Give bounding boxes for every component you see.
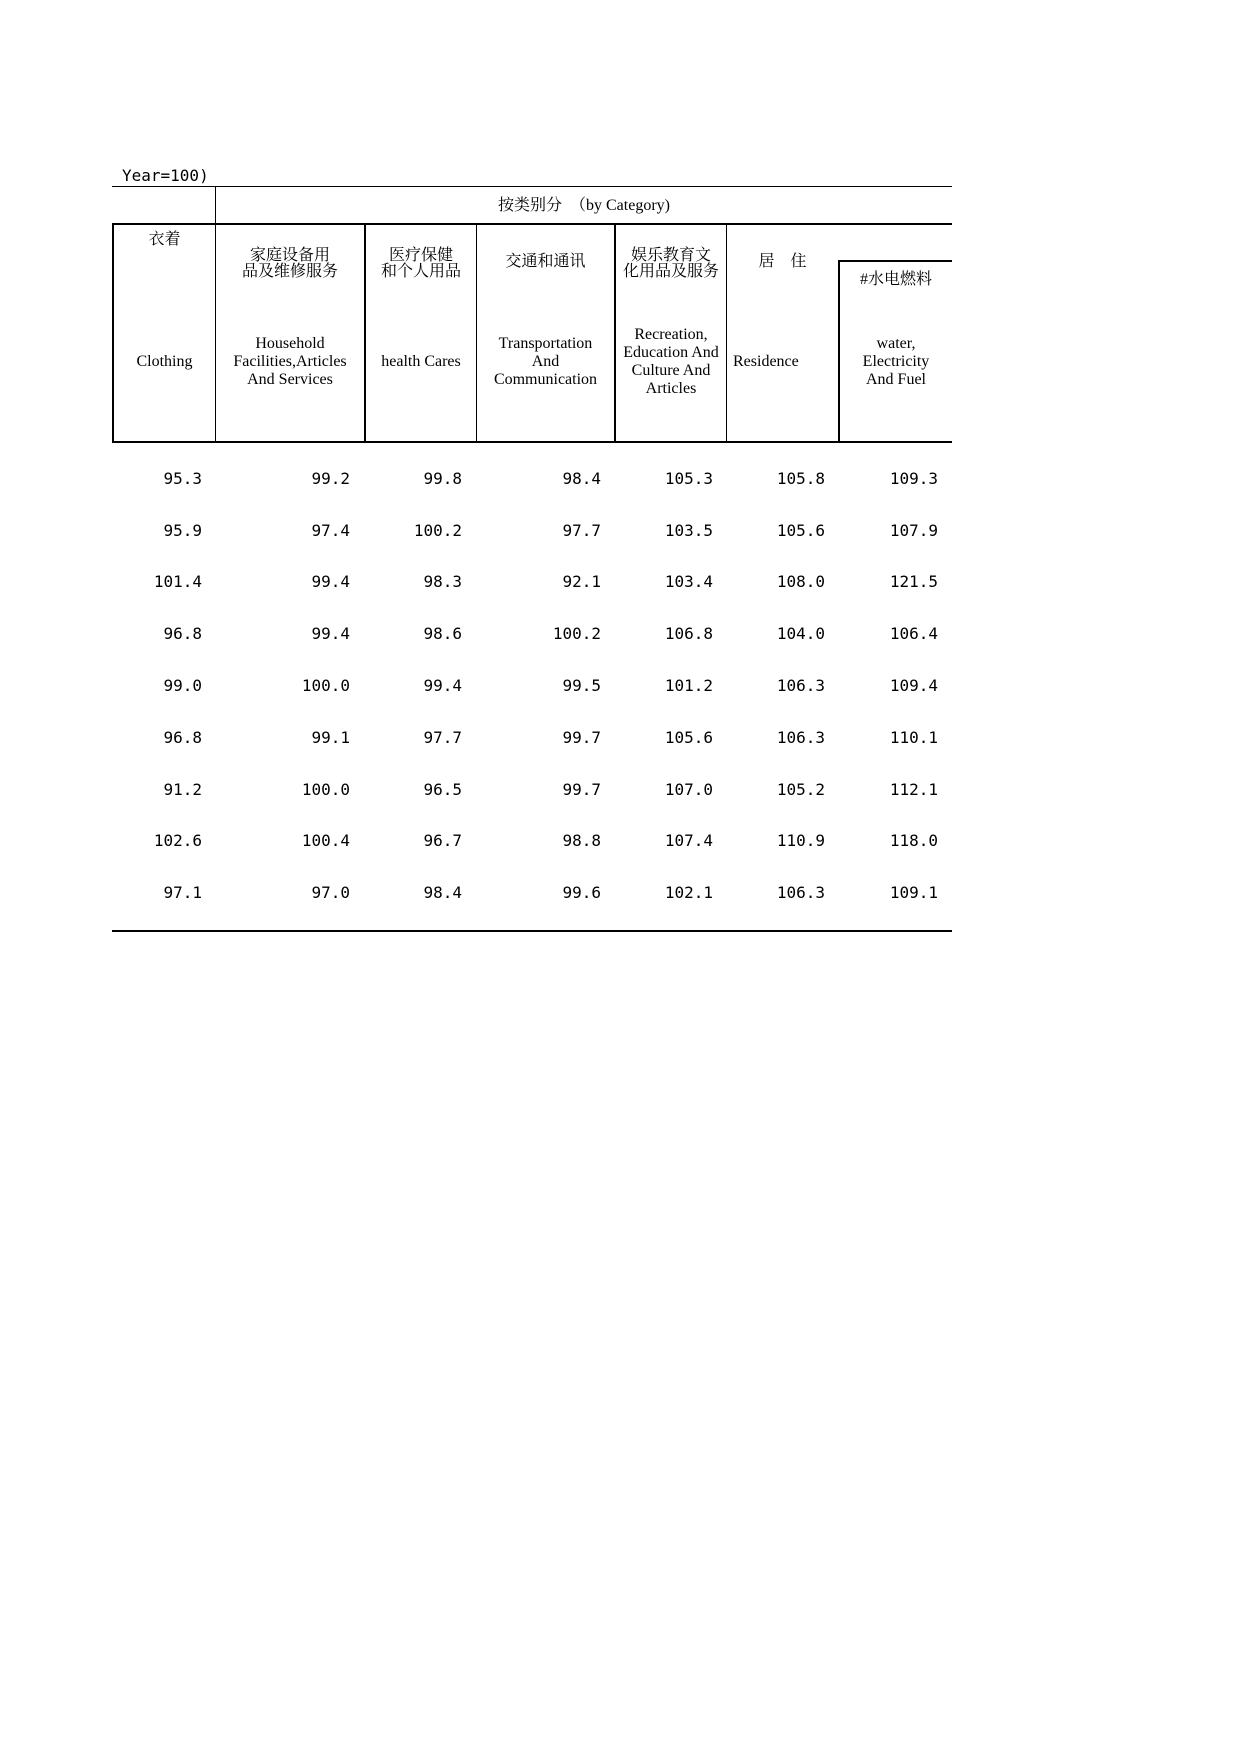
table-cell: 107.0 <box>664 780 713 799</box>
column-header-en: health Cares <box>381 353 461 370</box>
category-header: 按类别分 （by Category) <box>498 197 670 214</box>
table-cell: 100.4 <box>301 831 350 850</box>
column-header-water <box>840 224 952 442</box>
table-top-rule <box>112 186 952 187</box>
table-row <box>0 675 1240 697</box>
table-cell: 105.8 <box>776 469 825 488</box>
column-header-transportation <box>477 224 614 442</box>
table-cell: 96.7 <box>423 831 462 850</box>
table-cell: 100.0 <box>301 780 350 799</box>
table-cell: 106.4 <box>889 624 938 643</box>
column-header-clothing <box>114 224 215 442</box>
table-cell: 99.6 <box>562 883 601 902</box>
table-cell: 99.7 <box>562 728 601 747</box>
column-header-zh: #水电燃料 <box>859 271 932 288</box>
column-header-en: Transportation And Communication <box>493 335 598 388</box>
table-cell: 98.4 <box>562 469 601 488</box>
table-cell: 97.0 <box>311 883 350 902</box>
column-header-en: Residence <box>733 353 799 370</box>
table-cell: 96.8 <box>163 728 202 747</box>
table-row <box>0 468 1240 490</box>
column-header-zh: 娱乐教育文 化用品及服务 <box>622 247 719 280</box>
table-cell: 105.2 <box>776 780 825 799</box>
table-cell: 105.6 <box>664 728 713 747</box>
table-cell: 106.3 <box>776 728 825 747</box>
table-cell: 99.4 <box>311 572 350 591</box>
column-header-health <box>366 224 476 442</box>
column-header-zh: 交通和通讯 <box>505 253 586 270</box>
table-cell: 99.2 <box>311 469 350 488</box>
table-cell: 118.0 <box>889 831 938 850</box>
table-cell: 112.1 <box>889 780 938 799</box>
column-header-en: Clothing <box>136 353 193 370</box>
table-cell: 97.4 <box>311 521 350 540</box>
table-cell: 102.6 <box>153 831 202 850</box>
table-row <box>0 882 1240 904</box>
table-cell: 106.8 <box>664 624 713 643</box>
table-cell: 97.7 <box>562 521 601 540</box>
table-row <box>0 623 1240 645</box>
table-row <box>0 571 1240 593</box>
table-cell: 97.7 <box>423 728 462 747</box>
table-cell: 98.8 <box>562 831 601 850</box>
table-cell: 109.3 <box>889 469 938 488</box>
table-bottom-rule <box>112 930 952 932</box>
table-cell: 108.0 <box>776 572 825 591</box>
column-header-en: Recreation, Education And Culture And Articles <box>623 326 719 397</box>
table-cell: 101.4 <box>153 572 202 591</box>
table-cell: 98.4 <box>423 883 462 902</box>
table-cell: 100.2 <box>413 521 462 540</box>
table-subtitle: Year=100) <box>122 166 209 185</box>
table-cell: 98.6 <box>423 624 462 643</box>
table-cell: 105.6 <box>776 521 825 540</box>
column-header-recreation <box>616 224 726 442</box>
table-cell: 107.4 <box>664 831 713 850</box>
table-cell: 104.0 <box>776 624 825 643</box>
table-cell: 91.2 <box>163 780 202 799</box>
table-cell: 110.1 <box>889 728 938 747</box>
table-cell: 121.5 <box>889 572 938 591</box>
table-cell: 99.4 <box>423 676 462 695</box>
table-cell: 110.9 <box>776 831 825 850</box>
table-cell: 109.1 <box>889 883 938 902</box>
table-cell: 96.8 <box>163 624 202 643</box>
table-cell: 92.1 <box>562 572 601 591</box>
column-header-residence <box>727 224 838 442</box>
table-row <box>0 830 1240 852</box>
column-header-zh: 居 住 <box>758 253 807 270</box>
table-cell: 95.3 <box>163 469 202 488</box>
column-header-zh: 家庭设备用 品及维修服务 <box>241 247 338 280</box>
table-cell: 103.5 <box>664 521 713 540</box>
table-cell: 99.8 <box>423 469 462 488</box>
table-cell: 98.3 <box>423 572 462 591</box>
column-header-household <box>216 224 364 442</box>
table-cell: 100.0 <box>301 676 350 695</box>
table-row <box>0 779 1240 801</box>
table-row <box>0 727 1240 749</box>
table-cell: 96.5 <box>423 780 462 799</box>
table-cell: 99.5 <box>562 676 601 695</box>
table-cell: 103.4 <box>664 572 713 591</box>
table-cell: 99.7 <box>562 780 601 799</box>
column-header-zh: 医疗保健 和个人用品 <box>380 247 461 280</box>
column-header-zh: 衣着 <box>148 231 181 248</box>
table-cell: 101.2 <box>664 676 713 695</box>
table-cell: 107.9 <box>889 521 938 540</box>
table-cell: 105.3 <box>664 469 713 488</box>
table-cell: 100.2 <box>552 624 601 643</box>
table-row <box>0 520 1240 542</box>
table-cell: 106.3 <box>776 883 825 902</box>
table-cell: 97.1 <box>163 883 202 902</box>
table-cell: 106.3 <box>776 676 825 695</box>
table-cell: 99.0 <box>163 676 202 695</box>
table-cell: 102.1 <box>664 883 713 902</box>
column-header-en: water, Electricity And Fuel <box>862 335 930 388</box>
column-header-en: Household Facilities,Articles And Services <box>233 335 347 388</box>
table-cell: 109.4 <box>889 676 938 695</box>
table-cell: 95.9 <box>163 521 202 540</box>
table-cell: 99.1 <box>311 728 350 747</box>
table-cell: 99.4 <box>311 624 350 643</box>
